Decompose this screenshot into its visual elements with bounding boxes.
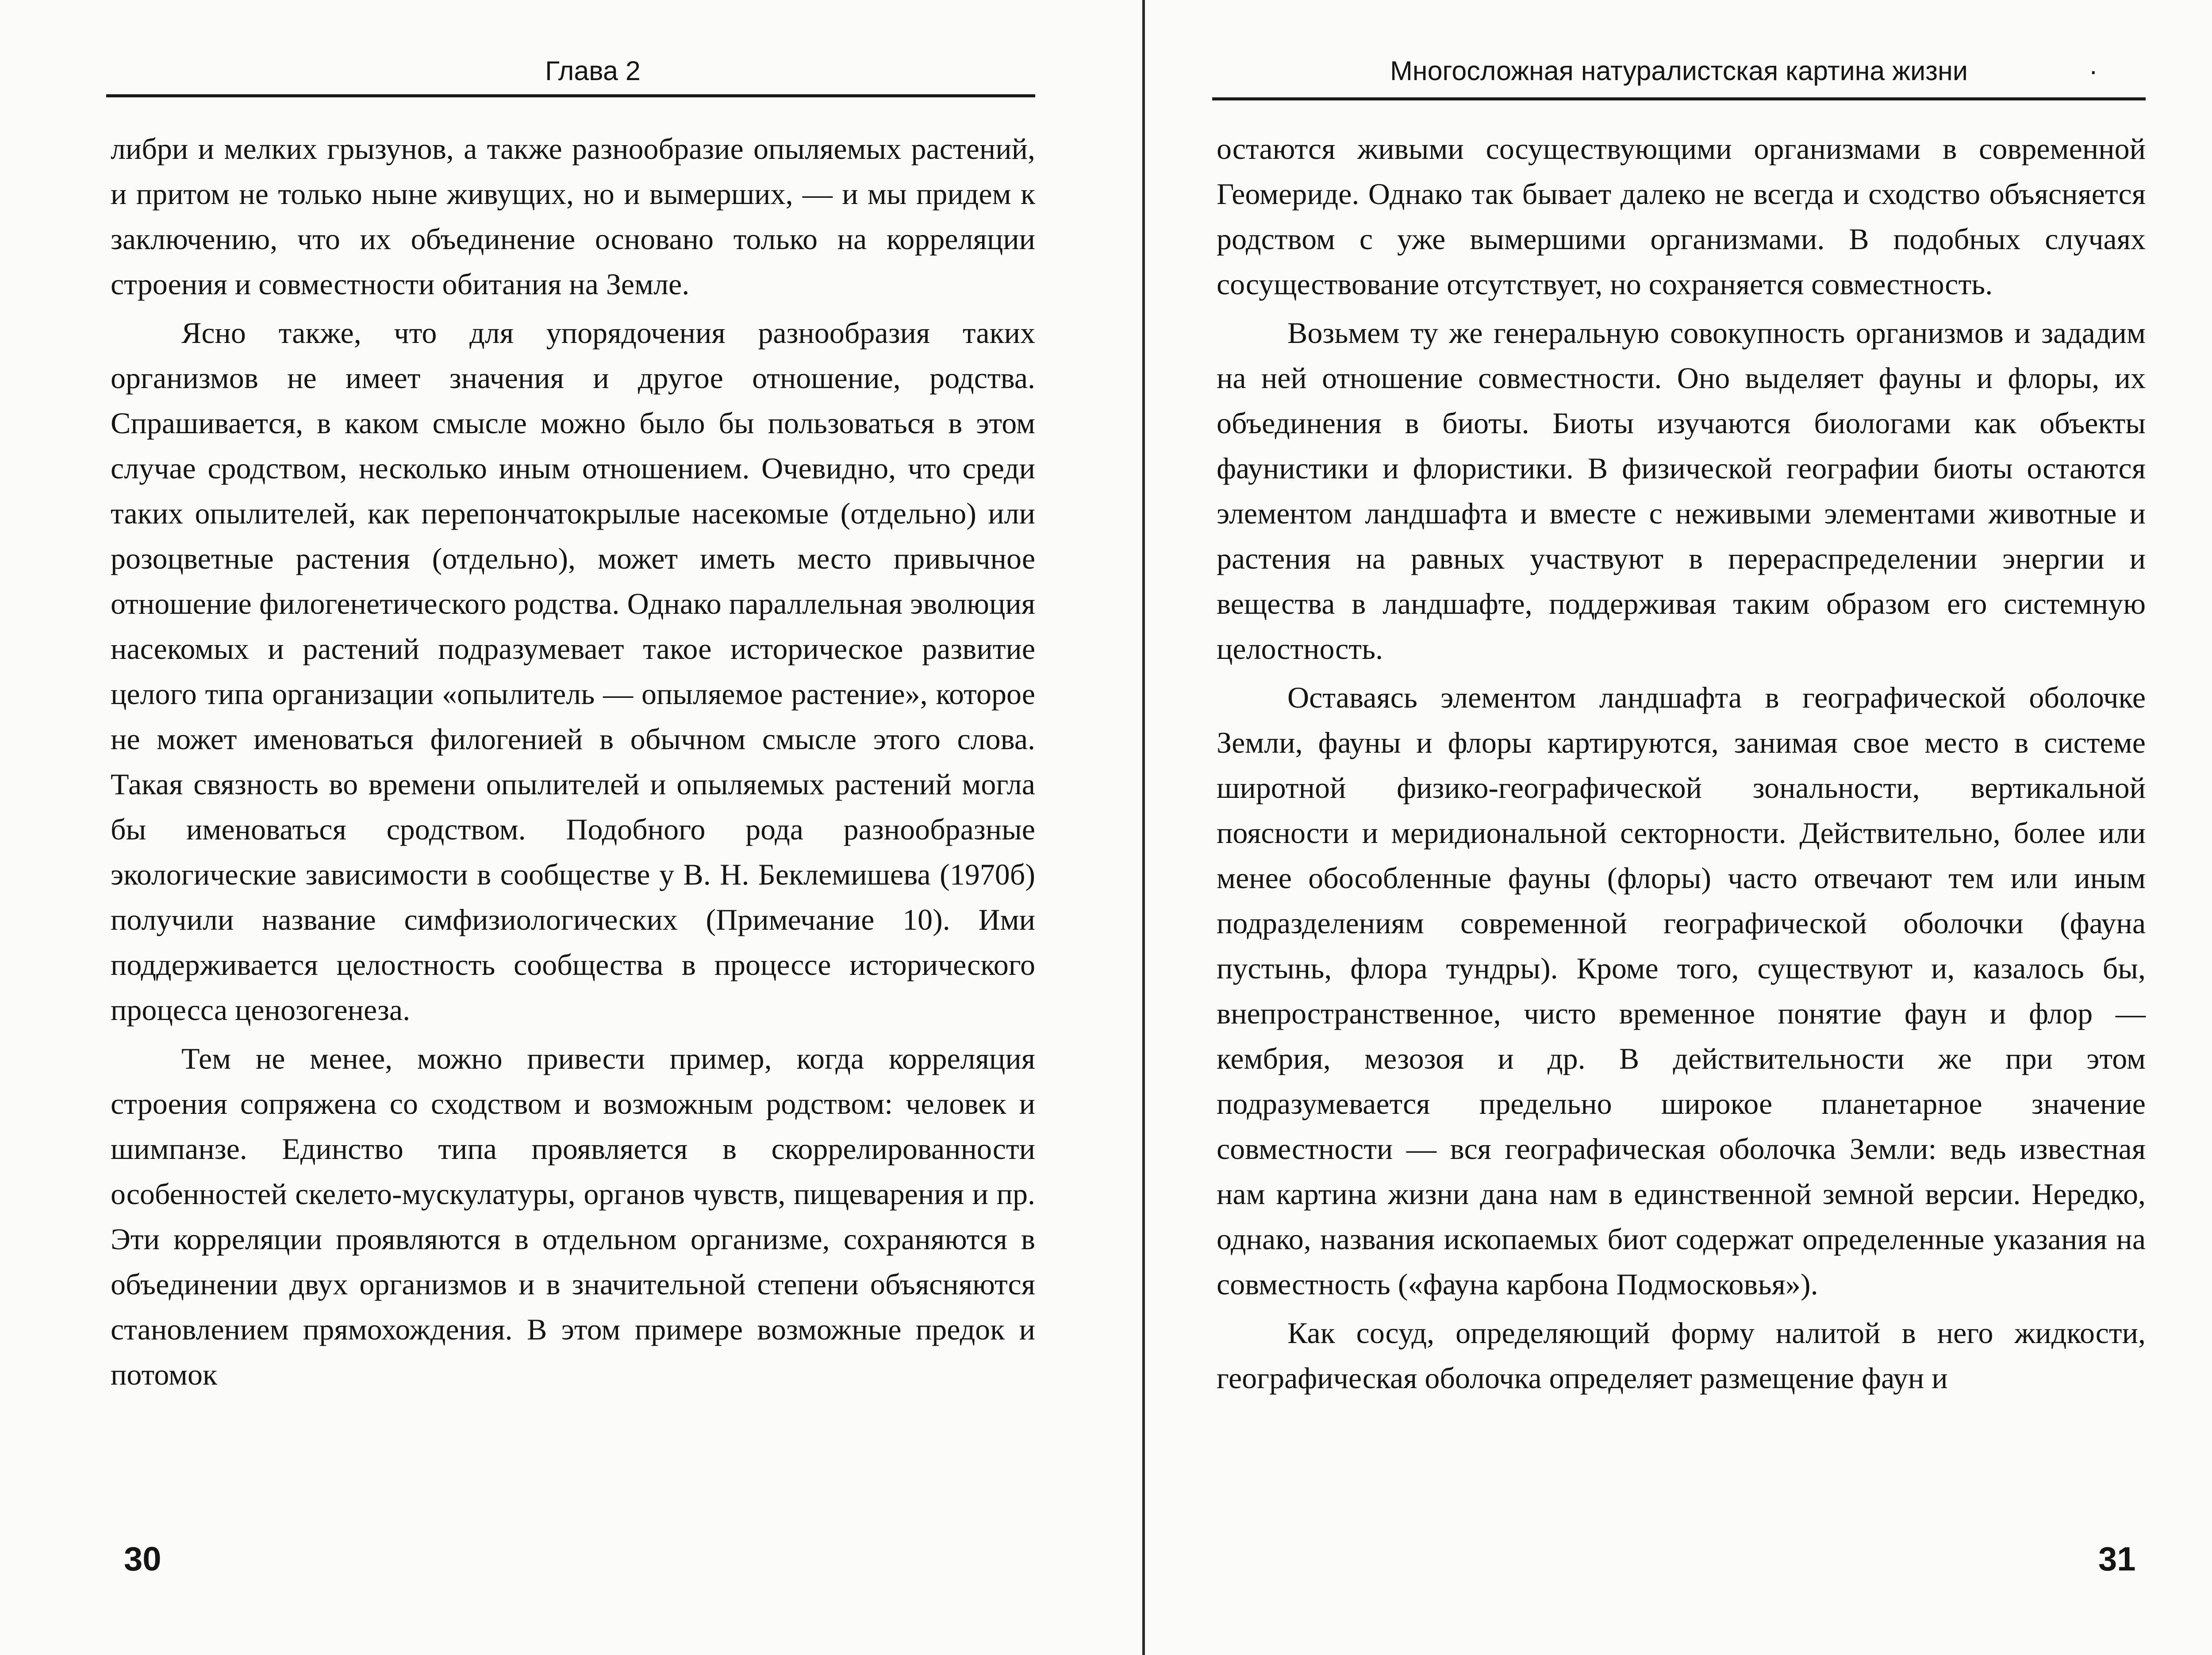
chapter-title: Глава 2 bbox=[545, 56, 641, 86]
header-mark: · bbox=[2089, 56, 2098, 86]
page-number-right: 31 bbox=[2098, 1540, 2136, 1578]
paragraph: Возьмем ту же генеральную совокупность организмов и зададим на ней отношение совместности. Оно выделяет фауны и флоры, их объединения в биоты. Биоты изучаются биологами как объекты фаунистики и флористики. В физической географии биоты остаются элементом ландшафта и вместе с неживыми элементами животные и растения на равных участвуют в перераспределении энергии и вещества в ландшафте, поддерживая таким образом его системную целостность. bbox=[1217, 316, 2146, 666]
paragraph: либри и мелких грызунов, а также разнообразие опыляемых растений, и притом не только ныне живущих, но и вымерших, — и мы придем к заключению, что их объединение основано только на корреляции строения и совместности обитания на Земле. bbox=[111, 132, 1035, 301]
paragraph: остаются живыми сосуществующими организмами в современной Геомериде. Однако так бывает далеко не всегда и сходство объясняется родством с уже вымершими организмами. В подобных случаях сосуществование отсутствует, но сохраняется совместность. bbox=[1217, 132, 2146, 301]
section-title: Многосложная натуралистская картина жизни bbox=[1390, 56, 1968, 86]
paragraph: Как сосуд, определяющий форму налитой в него жидкости, географическая оболочка определяет размещение фаун и bbox=[1217, 1316, 2146, 1395]
paragraph: Оставаясь элементом ландшафта в географической оболочке Земли, фауны и флоры картируются, занимая свое место в системе широтной физико-географической зональности, вертикальной поясности и меридиональной секторности. Действительно, более или менее обособленные фауны (флоры) часто отвечают тем или иным подразделениям современной географической оболочки (фауна пустынь, флора тундры). Кроме того, существуют и, казалось бы, внепространственное, чисто временное понятие фаун и флор — кембрия, мезозоя и др. В действительности же при этом подразумевается предельно широкое планетарное значение совместности — вся географическая оболочка Земли: ведь известная нам картина жизни дана нам в единственной земной версии. Нередко, однако, названия ископаемых биот содержат определенные указания на совместность («фауна карбона Подмосковья»). bbox=[1217, 681, 2146, 1301]
right-page-text bbox=[1217, 126, 2146, 1404]
left-page-text bbox=[111, 126, 1035, 1401]
running-head-right bbox=[1212, 44, 2146, 100]
paragraph: Тем не менее, можно привести пример, когда корреляция строения сопряжена со сходством и возможным родством: человек и шимпанзе. Единство типа проявляется в скоррелированности особенностей скелето-мускулатуры, органов чувств, пищеварения и пр. Эти корреляции проявляются в отдельном организме, сохраняются в объединении двух организмов и в значительной степени объясняются становлением прямохождения. В этом примере возможные предок и потомок bbox=[111, 1042, 1035, 1391]
right-page bbox=[1145, 0, 2212, 1655]
running-head-left bbox=[106, 44, 1035, 97]
paragraph: Ясно также, что для упорядочения разнообразия таких организмов не имеет значения и другое отношение, родства. Спрашивается, в каком смысле можно было бы пользоваться в этом случае сродством, несколько иным отношением. Очевидно, что среди таких опылителей, как перепончатокрылые насекомые (отдельно) или розоцветные растения (отдельно), может иметь место привычное отношение филогенетического родства. Однако параллельная эволюция насекомых и растений подразумевает такое историческое развитие целого типа организации «опылитель — опыляемое растение», которое не может именоваться филогенией в обычном смысле этого слова. Такая связность во времени опылителей и опыляемых растений могла бы именоваться сродством. Подобного рода разнообразные экологические зависимости в сообществе у В. Н. Беклемишева (1970б) получили название симфизиологических (Примечание 10). Ими поддерживается целостность сообщества в процессе исторического процесса ценозогенеза. bbox=[111, 316, 1035, 1027]
page-number-left: 30 bbox=[124, 1540, 161, 1578]
